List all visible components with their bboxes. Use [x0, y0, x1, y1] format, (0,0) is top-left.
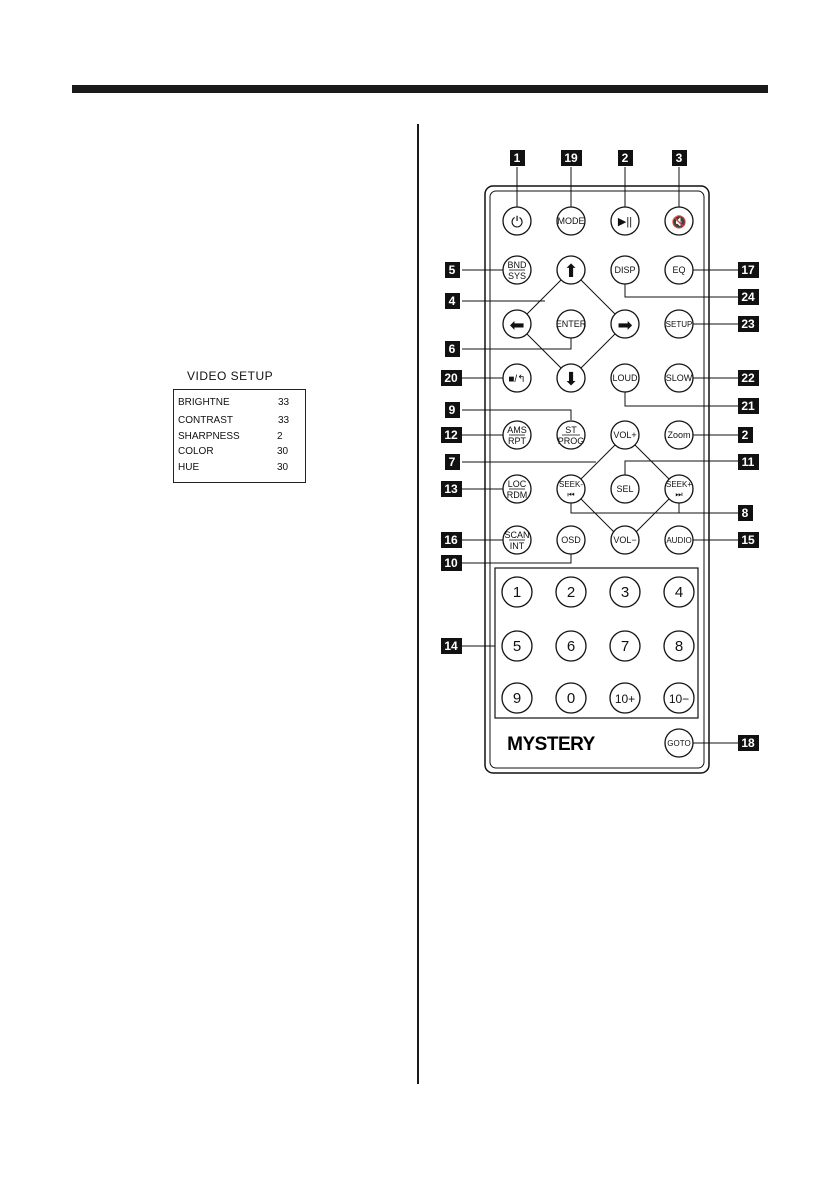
number-label: 5	[512, 638, 522, 655]
svg-text:4: 4	[448, 294, 456, 308]
brand-logo: MYSTERY	[507, 734, 595, 755]
svg-text:14: 14	[444, 639, 458, 653]
mute-button[interactable]	[665, 207, 693, 235]
mode-label: MODE	[557, 216, 585, 226]
svg-text:20: 20	[444, 371, 458, 385]
video-setup-label: BRIGHTNE	[178, 397, 230, 408]
svg-text:21: 21	[741, 399, 755, 413]
callout-badge	[510, 150, 525, 166]
scan-label: SCAN	[504, 530, 530, 540]
number-label: 1	[512, 584, 522, 601]
sel-button[interactable]	[611, 475, 639, 503]
svg-text:17: 17	[741, 263, 755, 277]
st-label: ST	[565, 425, 577, 435]
mode-button[interactable]	[557, 207, 585, 235]
callout-badge	[738, 505, 753, 521]
disp-label: DISP	[614, 265, 636, 275]
setup-button[interactable]	[665, 310, 693, 338]
svg-text:2: 2	[621, 151, 629, 165]
eq-label: EQ	[672, 265, 686, 275]
ams-label: AMS	[507, 425, 527, 435]
callout-badge	[738, 398, 759, 414]
enter-label: ENTER	[555, 319, 587, 329]
loc-label: LOC	[507, 479, 527, 489]
callout-badge	[561, 150, 582, 166]
callout-badge	[441, 638, 462, 654]
number-label: 9	[512, 690, 522, 707]
callout-badge	[445, 262, 460, 278]
int-label: INT	[509, 541, 525, 551]
number-label: 3	[620, 584, 630, 601]
disp-button[interactable]	[611, 256, 639, 284]
svg-text:1: 1	[513, 151, 521, 165]
loud-label: LOUD	[612, 373, 638, 383]
video-setup-label: HUE	[178, 462, 200, 473]
bnd-sys-button[interactable]	[503, 256, 531, 284]
number-button-10-plus[interactable]	[610, 683, 640, 713]
audio-label: AUDIO	[666, 536, 692, 545]
svg-text:22: 22	[741, 371, 755, 385]
video-setup-label: SHARPNESS	[178, 431, 240, 442]
svg-text:9: 9	[448, 403, 456, 417]
callout-badge	[738, 454, 759, 470]
osd-label: OSD	[561, 535, 581, 545]
svg-text:16: 16	[444, 533, 458, 547]
number-label: 6	[566, 638, 576, 655]
video-setup-label: CONTRAST	[178, 415, 233, 426]
skip-back-icon: ⏮	[567, 490, 575, 499]
setup-label: SETUP	[665, 320, 693, 329]
callout-badge	[441, 427, 462, 443]
svg-text:8: 8	[741, 506, 749, 520]
seek-minus-button[interactable]	[557, 475, 585, 503]
skip-forward-icon: ⏭	[675, 490, 683, 499]
seek-plus-label: SEEK+	[665, 480, 693, 489]
callout-badge	[445, 293, 460, 309]
callout-badge	[738, 370, 759, 386]
svg-text:13: 13	[444, 482, 458, 496]
sys-label: SYS	[507, 271, 527, 281]
callout-badge	[441, 555, 462, 571]
video-setup-value: 33	[278, 415, 290, 426]
osd-button[interactable]	[557, 526, 585, 554]
svg-text:19: 19	[564, 151, 578, 165]
callout-badge	[441, 532, 462, 548]
eq-button[interactable]	[665, 256, 693, 284]
bnd-label: BND	[507, 260, 527, 270]
number-button-0[interactable]	[556, 683, 586, 713]
seek-minus-label: SEEK-	[558, 480, 584, 489]
number-label: 2	[566, 584, 576, 601]
number-label: 10+	[614, 692, 636, 706]
left-button[interactable]	[503, 310, 531, 338]
sel-label: SEL	[616, 484, 634, 494]
svg-text:10: 10	[444, 556, 458, 570]
callout-badge	[445, 402, 460, 418]
seek-plus-button[interactable]	[665, 475, 693, 503]
right-button[interactable]	[611, 310, 639, 338]
svg-text:5: 5	[448, 263, 456, 277]
goto-button[interactable]	[665, 729, 693, 757]
vol-minus-button[interactable]	[611, 526, 639, 554]
power-icon: ⏻	[511, 214, 523, 231]
zoom-label: Zoom	[667, 430, 691, 440]
stop-return-button[interactable]	[503, 364, 531, 392]
prog-label: PROG	[557, 436, 585, 446]
vol-minus-label: VOL−	[613, 535, 637, 545]
number-label: 7	[620, 638, 630, 655]
number-button-1[interactable]	[502, 577, 532, 607]
number-button-6[interactable]	[556, 631, 586, 661]
svg-text:18: 18	[741, 736, 755, 750]
slow-button[interactable]	[665, 364, 693, 392]
rpt-label: RPT	[508, 436, 526, 446]
number-button-9[interactable]	[502, 683, 532, 713]
number-label: 10−	[668, 692, 690, 706]
up-button[interactable]	[557, 256, 585, 284]
zoom-button[interactable]	[665, 421, 693, 449]
audio-button[interactable]	[665, 526, 693, 554]
play-pause-icon: ▶||	[617, 216, 633, 228]
callout-badge	[672, 150, 687, 166]
callout-badge	[738, 735, 759, 751]
svg-text:12: 12	[444, 428, 458, 442]
video-setup-value: 33	[278, 397, 290, 408]
play-pause-button[interactable]	[611, 207, 639, 235]
number-button-5[interactable]	[502, 631, 532, 661]
number-label: 4	[674, 584, 684, 601]
callout-badge	[441, 481, 462, 497]
video-setup-label: COLOR	[178, 446, 214, 457]
svg-text:23: 23	[741, 317, 755, 331]
loc-rdm-button[interactable]	[503, 475, 531, 503]
down-arrow-icon: ⬇	[563, 369, 579, 389]
number-label: 0	[566, 690, 576, 707]
svg-text:15: 15	[741, 533, 755, 547]
callout-badge	[738, 532, 759, 548]
svg-text:7: 7	[448, 455, 456, 469]
video-setup-value: 2	[277, 431, 283, 442]
vol-plus-label: VOL+	[613, 430, 637, 440]
callout-badge	[618, 150, 633, 166]
power-button[interactable]	[503, 207, 531, 235]
vol-plus-button[interactable]	[611, 421, 639, 449]
svg-text:6: 6	[448, 342, 456, 356]
loud-button[interactable]	[611, 364, 639, 392]
mute-icon: 🔇	[671, 215, 687, 229]
callout-badge	[445, 454, 460, 470]
callout-badge	[445, 341, 460, 357]
callout-badge	[738, 427, 753, 443]
st-prog-button[interactable]	[557, 421, 585, 449]
callout-badge	[441, 370, 462, 386]
video-setup-title: VIDEO SETUP	[187, 369, 274, 383]
goto-label: GOTO	[667, 739, 691, 748]
number-button-3[interactable]	[610, 577, 640, 607]
callout-badge	[738, 262, 759, 278]
slow-label: SLOW	[665, 373, 693, 383]
callout-badge	[738, 316, 759, 332]
right-arrow-icon: ➡	[617, 315, 633, 335]
video-setup-value: 30	[277, 462, 289, 473]
number-button-7[interactable]	[610, 631, 640, 661]
svg-text:2: 2	[741, 428, 749, 442]
rdm-label: RDM	[506, 490, 528, 500]
callout-badge	[738, 289, 759, 305]
ams-rpt-button[interactable]	[503, 421, 531, 449]
svg-text:3: 3	[675, 151, 683, 165]
scan-int-button[interactable]	[503, 526, 531, 554]
left-arrow-icon: ⬅	[509, 315, 525, 335]
number-button-8[interactable]	[664, 631, 694, 661]
number-button-4[interactable]	[664, 577, 694, 607]
stop-return-icon: ■/↰	[508, 374, 526, 385]
down-button[interactable]	[557, 364, 585, 392]
number-button-2[interactable]	[556, 577, 586, 607]
number-label: 8	[674, 638, 684, 655]
svg-text:24: 24	[741, 290, 755, 304]
svg-text:11: 11	[741, 455, 755, 469]
number-button-10-minus[interactable]	[664, 683, 694, 713]
up-arrow-icon: ⬆	[563, 261, 579, 281]
video-setup-value: 30	[277, 446, 289, 457]
